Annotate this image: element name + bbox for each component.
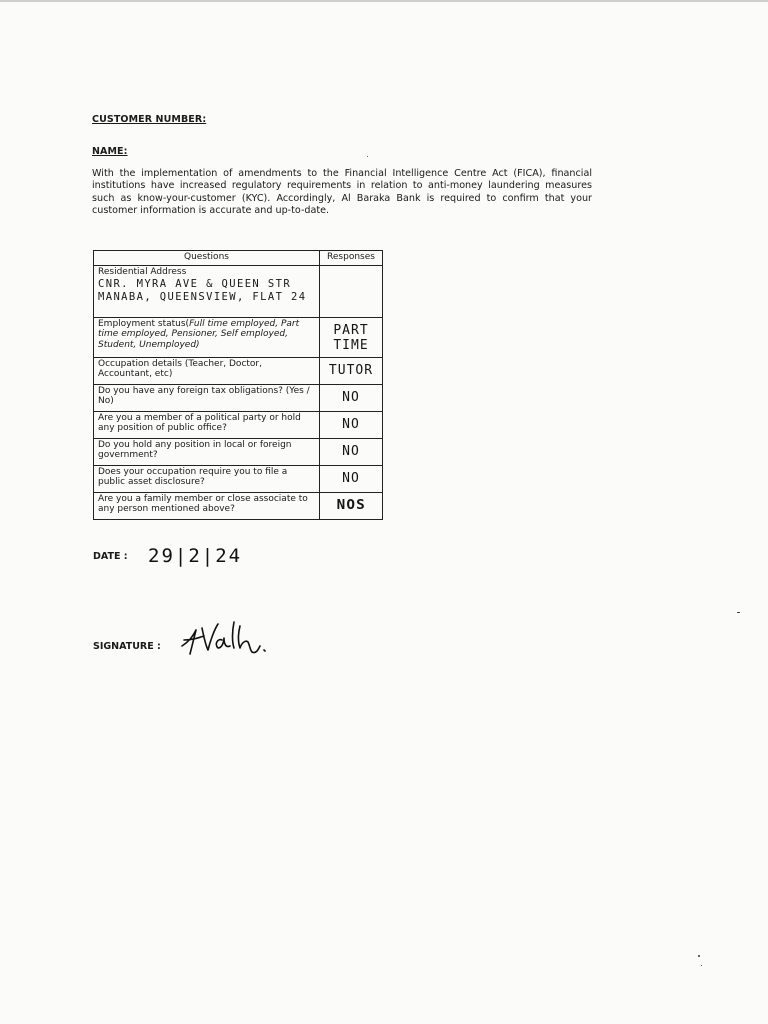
handwritten-address <box>98 278 315 304</box>
table-row <box>94 412 383 439</box>
scan-speck <box>737 612 740 613</box>
employment-status-question: Employment status(Full time employed, Part time employed, Pensioner, Self employed, Student, Unemployed) <box>94 318 320 358</box>
table-row <box>94 385 383 412</box>
occupation-response: TUTOR <box>320 358 383 385</box>
table-row <box>94 466 383 493</box>
employment-status-response: PART TIME <box>320 318 383 358</box>
table-row <box>94 266 383 318</box>
signature-label: SIGNATURE : <box>93 641 161 652</box>
government-position-question: Do you hold any position in local or foreign government? <box>94 439 320 466</box>
address-response <box>320 266 383 318</box>
handwritten-signature <box>178 616 278 662</box>
scan-speck <box>701 965 702 966</box>
table-row <box>94 318 383 358</box>
address-line-2: MANABA, QUEENSVIEW, FLAT 24 <box>98 291 307 304</box>
residential-address-label: Residential Address <box>98 267 187 277</box>
intro-paragraph: With the implementation of amendments to the Financial Intelligence Centre Act (FICA), financial institutions have increased regulatory requirements in relation to anti-money laundering measures such as know-your-customer (KYC). Accordingly, Al Baraka Bank is required to confirm that your customer information is accurate and up-to-date. <box>92 168 592 216</box>
date-value: 29|2|24 <box>148 545 243 567</box>
asset-disclosure-question: Does your occupation require you to file a public asset disclosure? <box>94 466 320 493</box>
customer-number-label: CUSTOMER NUMBER: <box>92 114 207 125</box>
name-label: NAME: <box>92 146 128 157</box>
family-associate-question: Are you a family member or close associate to any person mentioned above? <box>94 493 320 520</box>
responses-header: Responses <box>320 251 383 266</box>
political-party-response: NO <box>320 412 383 439</box>
political-party-question: Are you a member of a political party or hold any position of public office? <box>94 412 320 439</box>
questions-header: Questions <box>94 251 320 266</box>
table-row <box>94 358 383 385</box>
occupation-question: Occupation details (Teacher, Doctor, Accountant, etc) <box>94 358 320 385</box>
table-row <box>94 439 383 466</box>
date-label: DATE : <box>93 551 128 562</box>
foreign-tax-question: Do you have any foreign tax obligations? (Yes / No) <box>94 385 320 412</box>
table-header-row <box>94 251 383 266</box>
scan-speck <box>367 156 368 157</box>
kyc-questions-table <box>93 250 383 520</box>
table-row <box>94 493 383 520</box>
foreign-tax-response: NO <box>320 385 383 412</box>
scan-speck <box>698 955 700 957</box>
family-associate-response <box>320 493 383 520</box>
government-position-response: NO <box>320 439 383 466</box>
family-associate-answer: NOS <box>336 497 366 513</box>
address-line-1: CNR. MYRA AVE & QUEEN STR <box>98 278 292 291</box>
page-top-edge <box>0 0 768 2</box>
address-cell <box>94 266 320 318</box>
asset-disclosure-response: NO <box>320 466 383 493</box>
